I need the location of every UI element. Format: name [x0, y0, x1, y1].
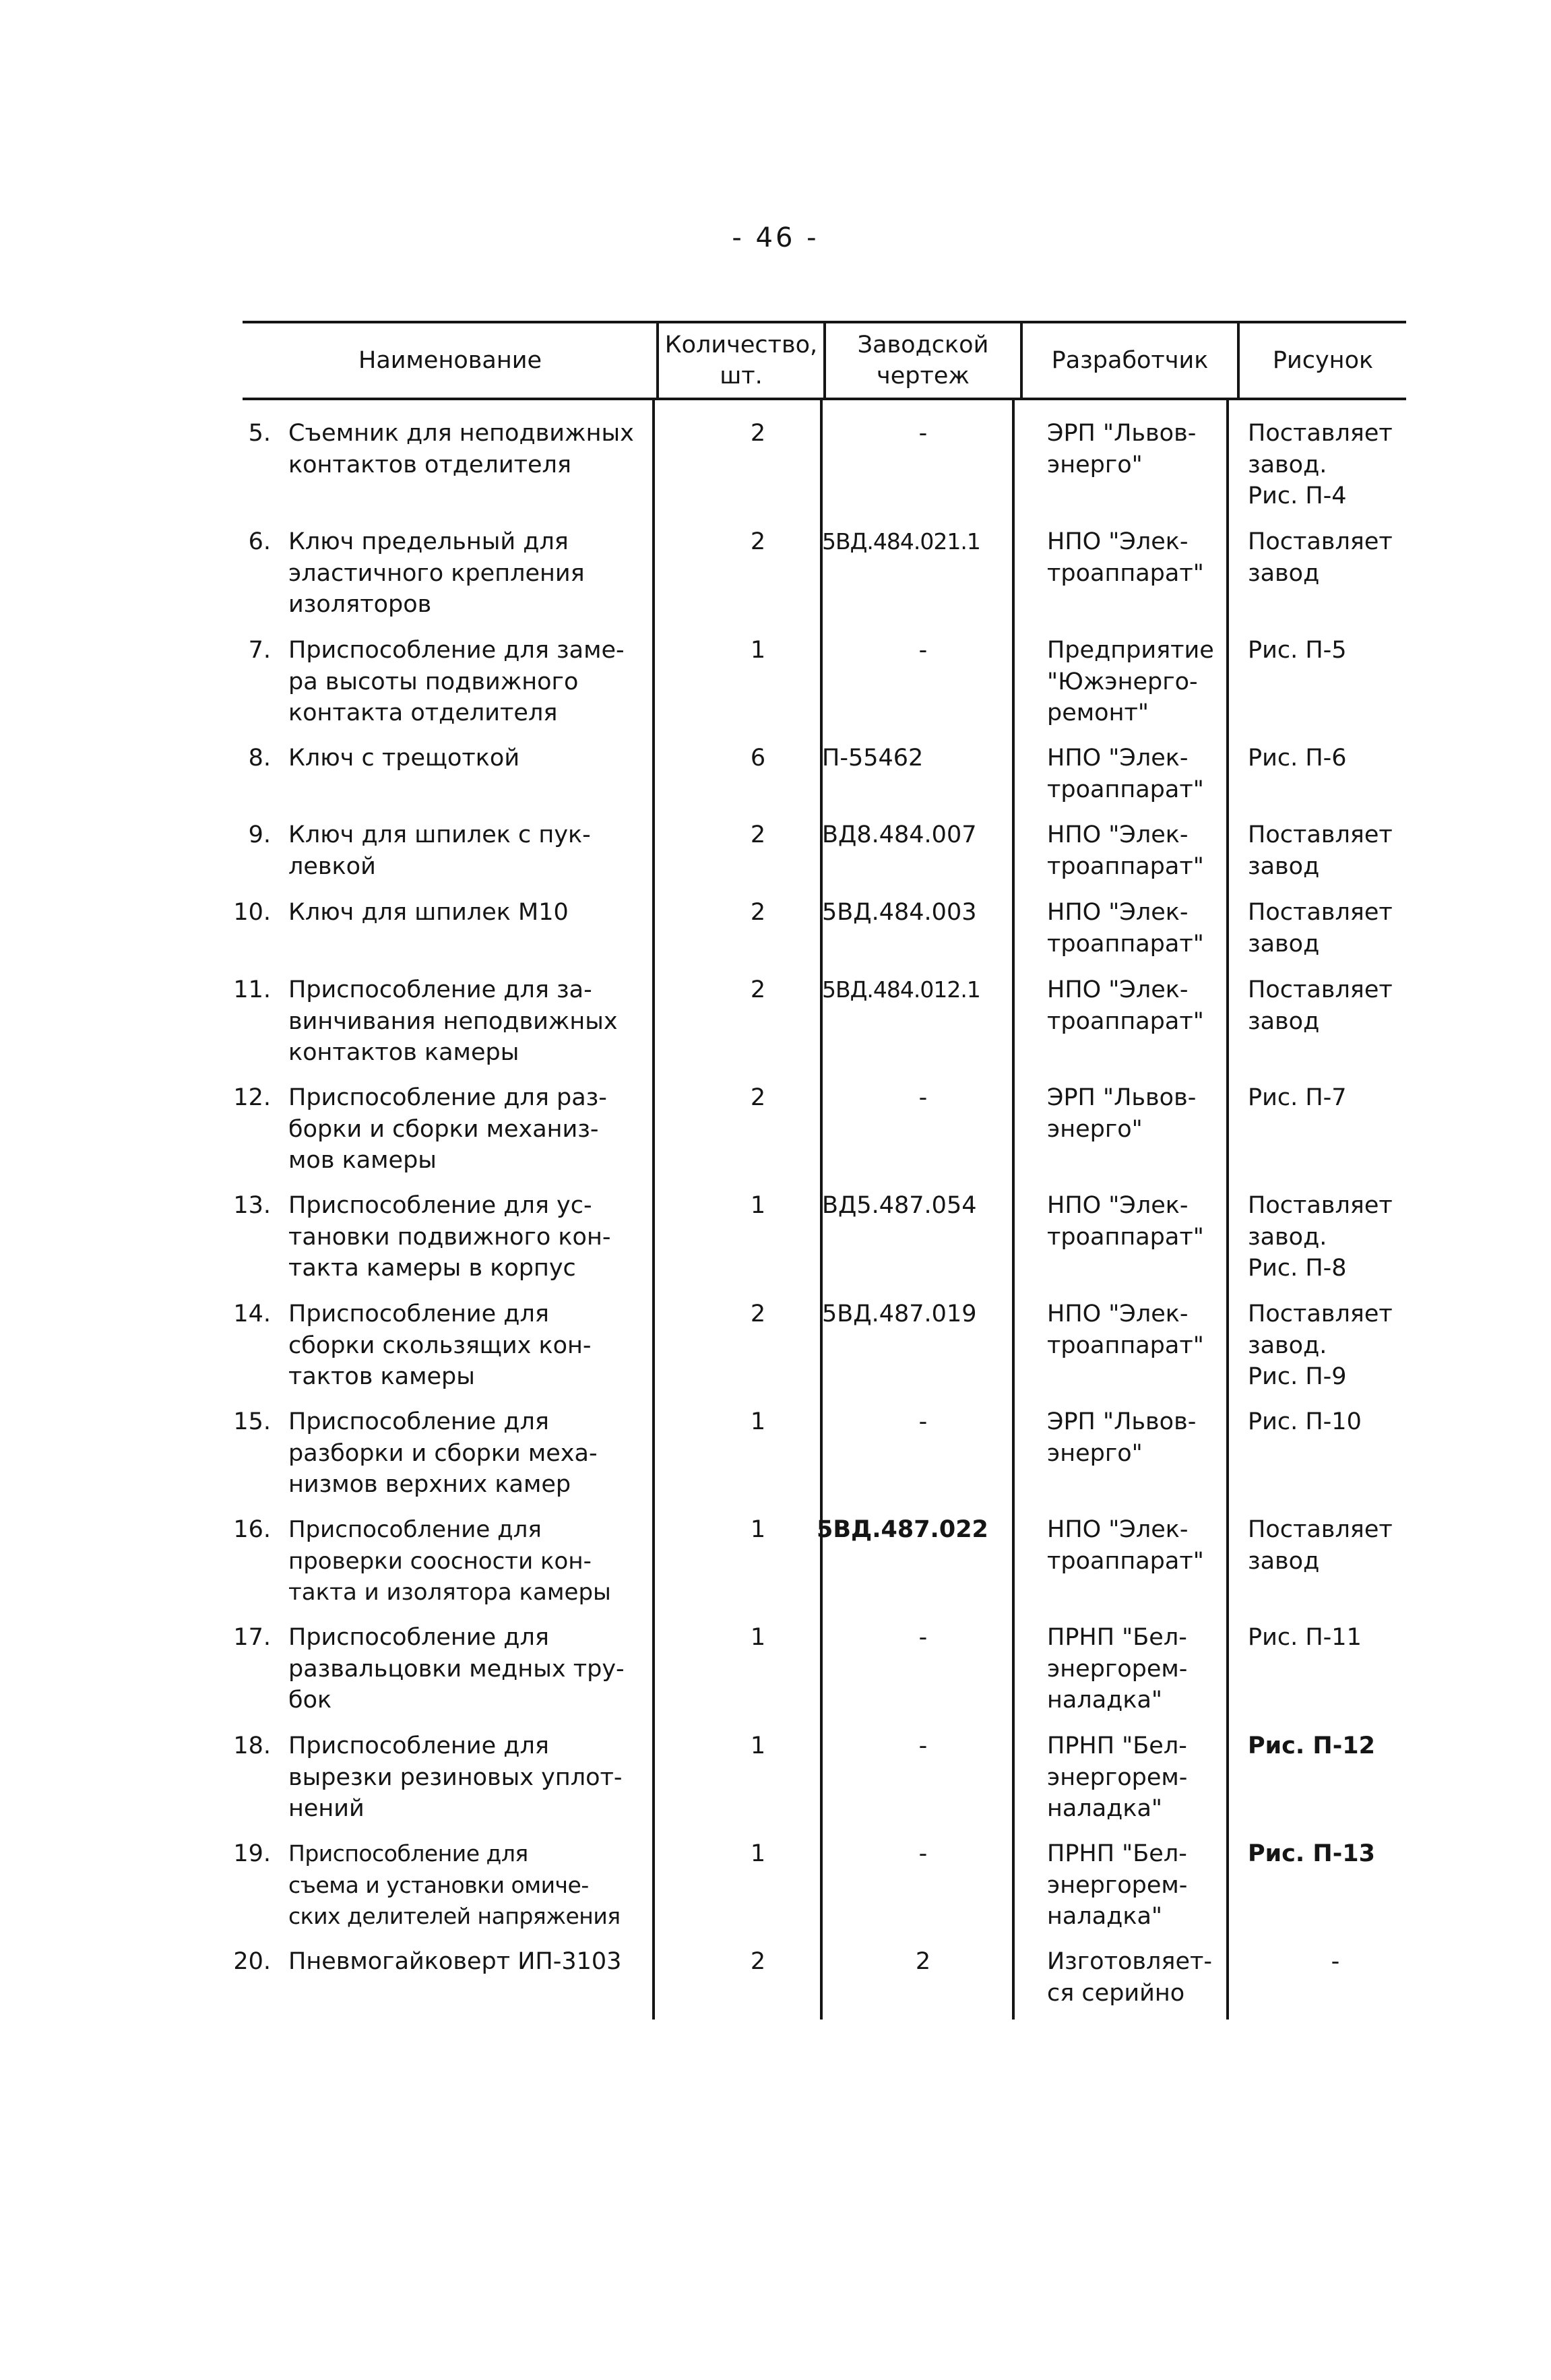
row-name: Приспособление для заме- ра высоты подвижного контакта отделителя [288, 637, 625, 726]
row-figure: Рис. П-5 [1248, 637, 1347, 664]
row-developer: ЭРП "Львов- энерго" [1047, 1408, 1197, 1467]
row-number: 20. [233, 1948, 271, 1975]
row-developer: ПРНП "Бел- энергорем- наладка" [1047, 1840, 1188, 1930]
row-name: Ключ с трещоткой [288, 745, 520, 772]
row-quantity: 1 [750, 1408, 766, 1435]
header-factory-drawing: Заводской чертеж [857, 332, 989, 389]
row-developer: НПО "Элек- троаппарат" [1047, 899, 1204, 958]
row-developer: НПО "Элек- троаппарат" [1047, 1301, 1204, 1359]
row-number: 17. [233, 1624, 271, 1651]
row-drawing: П-55462 [822, 745, 924, 772]
row-developer: ЭРП "Львов- энерго" [1047, 420, 1197, 478]
row-figure: Поставляет завод [1248, 899, 1393, 958]
row-number: 15. [233, 1408, 271, 1435]
row-drawing: - [918, 637, 928, 664]
row-number: 19. [233, 1840, 271, 1867]
row-name: Приспособление для съема и установки омиче- ских делителей напряжения [288, 1840, 621, 1929]
row-quantity: 1 [750, 1192, 766, 1219]
row-figure: Поставляет завод. Рис. П-8 [1248, 1192, 1393, 1282]
row-number: 7. [248, 637, 271, 664]
row-developer: Предприятие "Южэнерго- ремонт" [1047, 637, 1214, 726]
row-developer: НПО "Элек- троаппарат" [1047, 976, 1204, 1035]
row-developer: НПО "Элек- троаппарат" [1047, 1192, 1204, 1251]
header-name: Наименование [358, 347, 542, 374]
row-figure: Рис. П-11 [1248, 1624, 1362, 1651]
row-developer: ПРНП "Бел- энергорем- наладка" [1047, 1624, 1188, 1714]
row-figure: Поставляет завод [1248, 1516, 1393, 1575]
row-quantity: 2 [750, 420, 766, 447]
row-developer: НПО "Элек- троаппарат" [1047, 1516, 1204, 1575]
row-number: 6. [248, 528, 271, 555]
row-figure: Поставляет завод. Рис. П-9 [1248, 1301, 1393, 1390]
row-figure: Поставляет завод [1248, 528, 1393, 587]
row-drawing: - [918, 1732, 928, 1759]
header-figure: Рисунок [1272, 347, 1374, 374]
row-number: 12. [233, 1084, 271, 1111]
row-name: Приспособление для развальцовки медных тру- бок [288, 1624, 625, 1714]
row-figure: Поставляет завод [1248, 976, 1393, 1035]
row-drawing: 5ВД.484.021.1 [822, 528, 980, 555]
row-figure: Поставляет завод [1248, 821, 1393, 880]
row-number: 18. [233, 1732, 271, 1759]
row-quantity: 2 [750, 1301, 766, 1327]
row-number: 14. [233, 1301, 271, 1327]
row-number: 5. [248, 420, 271, 447]
row-name: Приспособление для за- винчивания неподвижных контактов камеры [288, 976, 618, 1066]
row-drawing: 5ВД.484.003 [822, 899, 977, 926]
row-figure: Поставляет завод. Рис. П-4 [1248, 420, 1393, 509]
row-name: Ключ для шпилек М10 [288, 899, 569, 926]
row-name: Приспособление для разборки и сборки меха- низмов верхних камер [288, 1408, 598, 1498]
row-number: 8. [248, 745, 271, 772]
row-developer: Изготовляет- ся серийно [1047, 1948, 1212, 2007]
row-name: Приспособление для ус- тановки подвижного кон- такта камеры в корпус [288, 1192, 611, 1282]
row-quantity: 2 [750, 899, 766, 926]
row-drawing: 5ВД.487.022 [817, 1516, 988, 1543]
row-quantity: 6 [750, 745, 766, 772]
row-quantity: 1 [750, 1732, 766, 1759]
row-developer: НПО "Элек- троаппарат" [1047, 821, 1204, 880]
row-developer: НПО "Элек- троаппарат" [1047, 745, 1204, 803]
row-drawing: - [918, 1840, 928, 1867]
row-number: 10. [233, 899, 271, 926]
row-quantity: 2 [750, 1948, 766, 1975]
row-quantity: 1 [750, 1516, 766, 1543]
row-drawing: 2 [915, 1948, 931, 1975]
row-quantity: 1 [750, 1624, 766, 1651]
row-name: Приспособление для раз- борки и сборки механиз- мов камеры [288, 1084, 607, 1174]
row-drawing: ВД8.484.007 [822, 821, 977, 848]
row-name: Пневмогайковерт ИП-3103 [288, 1948, 622, 1975]
row-figure: Рис. П-10 [1248, 1408, 1362, 1435]
row-developer: ПРНП "Бел- энергорем- наладка" [1047, 1732, 1188, 1822]
row-quantity: 2 [750, 821, 766, 848]
row-figure: Рис. П-6 [1248, 745, 1347, 772]
header-developer: Разработчик [1051, 347, 1209, 374]
row-drawing: 5ВД.484.012.1 [822, 976, 980, 1003]
row-quantity: 1 [750, 1840, 766, 1867]
row-name: Ключ предельный для эластичного крепления изоляторов [288, 528, 585, 618]
row-quantity: 2 [750, 1084, 766, 1111]
row-number: 9. [248, 821, 271, 848]
row-drawing: - [918, 1624, 928, 1651]
row-quantity: 2 [750, 528, 766, 555]
row-quantity: 1 [750, 637, 766, 664]
row-drawing: - [918, 1408, 928, 1435]
row-developer: НПО "Элек- троаппарат" [1047, 528, 1204, 587]
row-figure: Рис. П-7 [1248, 1084, 1347, 1111]
row-drawing: ВД5.487.054 [822, 1192, 977, 1219]
row-name: Приспособление для проверки соосности кон- такта и изолятора камеры [288, 1516, 611, 1606]
row-developer: ЭРП "Львов- энерго" [1047, 1084, 1197, 1143]
row-drawing: - [918, 420, 928, 447]
row-number: 13. [233, 1192, 271, 1219]
column-divider [652, 399, 655, 2019]
row-name: Приспособление для сборки скользящих кон- тактов камеры [288, 1301, 592, 1390]
row-number: 11. [233, 976, 271, 1003]
row-name: Приспособление для вырезки резиновых уплот- нений [288, 1732, 623, 1822]
row-figure: Рис. П-13 [1248, 1840, 1375, 1867]
row-drawing: 5ВД.487.019 [822, 1301, 977, 1327]
row-figure: Рис. П-12 [1248, 1732, 1375, 1759]
row-drawing: - [918, 1084, 928, 1111]
row-name: Съемник для неподвижных контактов отделителя [288, 420, 634, 478]
row-quantity: 2 [750, 976, 766, 1003]
row-name: Ключ для шпилек с пук- левкой [288, 821, 591, 880]
header-quantity: Количество, шт. [664, 332, 818, 389]
row-figure: - [1331, 1948, 1340, 1975]
row-number: 16. [233, 1516, 271, 1543]
page-number: - 46 - [732, 222, 819, 253]
